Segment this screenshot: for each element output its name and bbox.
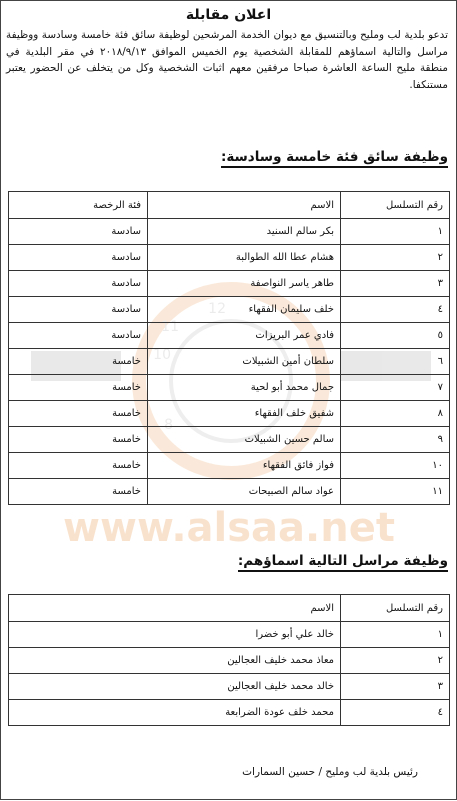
table-row xyxy=(9,219,450,245)
driver-candidates-table xyxy=(8,191,450,505)
table-header-row xyxy=(9,595,450,622)
table-row xyxy=(9,700,450,726)
mayor-signature: رئيس بلدية لب ومليح / حسين السمارات xyxy=(242,766,418,778)
name-cell: سالم حسين الشبيلات xyxy=(148,427,341,453)
messenger-table-body xyxy=(9,622,450,726)
table-row xyxy=(9,401,450,427)
serial-cell: ٥ xyxy=(341,323,450,349)
serial-cell: ٩ xyxy=(341,427,450,453)
messenger-candidates-table xyxy=(8,594,450,726)
table-row xyxy=(9,674,450,700)
watermark-text: www.alsaa.net xyxy=(63,505,395,551)
table-row xyxy=(9,622,450,648)
license-category-cell: خامسة xyxy=(9,427,148,453)
driver-table-body xyxy=(9,219,450,505)
name-cell: فواز فائق الفقهاء xyxy=(148,453,341,479)
serial-cell: ٢ xyxy=(341,648,450,674)
page-title: اعلان مقابلة xyxy=(185,7,272,23)
license-category-cell: سادسة xyxy=(9,245,148,271)
table-row xyxy=(9,245,450,271)
serial-cell: ١ xyxy=(341,219,450,245)
table-header-row xyxy=(9,192,450,219)
name-cell: عواد سالم الصبيحات xyxy=(148,479,341,505)
license-category-cell: خامسة xyxy=(9,401,148,427)
serial-cell: ١ xyxy=(341,622,450,648)
name-cell: جمال محمد أبو لحية xyxy=(148,375,341,401)
name-cell: شفيق خلف الفقهاء xyxy=(148,401,341,427)
table-row xyxy=(9,349,450,375)
name-cell: سلطان أمين الشبيلات xyxy=(148,349,341,375)
license-category-cell: خامسة xyxy=(9,479,148,505)
serial-cell: ٤ xyxy=(341,297,450,323)
header-serial: رقم التسلسل xyxy=(341,595,450,622)
license-category-cell: سادسة xyxy=(9,323,148,349)
serial-cell: ٦ xyxy=(341,349,450,375)
license-category-cell: سادسة xyxy=(9,297,148,323)
messenger-section-heading: وظيفة مراسل التالية اسماؤهم: xyxy=(238,553,448,572)
table-row xyxy=(9,427,450,453)
serial-cell: ٤ xyxy=(341,700,450,726)
license-category-cell: سادسة xyxy=(9,219,148,245)
name-cell: هشام عطا الله الطوالبة xyxy=(148,245,341,271)
name-cell: محمد خلف عودة الضرابعة xyxy=(9,700,341,726)
svg-text:12: 12 xyxy=(208,301,226,317)
table-row xyxy=(9,453,450,479)
table-row xyxy=(9,648,450,674)
svg-text:8: 8 xyxy=(164,417,173,433)
name-cell: خلف سليمان الفقهاء xyxy=(148,297,341,323)
serial-cell: ٢ xyxy=(341,245,450,271)
name-cell: خالد علي أبو خضرا xyxy=(9,622,341,648)
serial-cell: ١٠ xyxy=(341,453,450,479)
name-cell: طاهر ياسر النواصفة xyxy=(148,271,341,297)
license-category-cell: سادسة xyxy=(9,271,148,297)
serial-cell: ١١ xyxy=(341,479,450,505)
driver-section-heading: وظيفة سائق فئة خامسة وسادسة: xyxy=(221,149,448,168)
license-category-cell: خامسة xyxy=(9,349,148,375)
license-category-cell: خامسة xyxy=(9,375,148,401)
table-row xyxy=(9,323,450,349)
serial-cell: ٨ xyxy=(341,401,450,427)
serial-cell: ٧ xyxy=(341,375,450,401)
serial-cell: ٣ xyxy=(341,674,450,700)
svg-text:10: 10 xyxy=(153,347,171,363)
table-row xyxy=(9,271,450,297)
header-license-category: فئة الرخصة xyxy=(9,192,148,219)
name-cell: بكر سالم السنيد xyxy=(148,219,341,245)
name-cell: معاذ محمد خليف العجالين xyxy=(9,648,341,674)
header-name: الاسم xyxy=(148,192,341,219)
name-cell: فادي عمر البريزات xyxy=(148,323,341,349)
license-category-cell: خامسة xyxy=(9,453,148,479)
table-row xyxy=(9,479,450,505)
name-cell: خالد محمد خليف العجالين xyxy=(9,674,341,700)
table-row xyxy=(9,375,450,401)
svg-text:11: 11 xyxy=(161,319,179,335)
serial-cell: ٣ xyxy=(341,271,450,297)
header-serial: رقم التسلسل xyxy=(341,192,450,219)
intro-paragraph: تدعو بلدية لب ومليح وبالتنسيق مع ديوان الخدمة المرشحين لوظيفة سائق فئة خامسة وسادسة ووظيفة مراسل والتالية اسماؤهم للمقابلة الشخصية يوم الخميس الموافق ٢٠١٨/٩/١٣ في مقر البلدية في منطقة مليح الساعة العاشرة صباحا مرفقين معهم اثبات الشخصية وكل من يتخلف عن الحضور يعتبر مستنكفا. xyxy=(6,29,448,91)
table-row xyxy=(9,297,450,323)
header-name: الاسم xyxy=(9,595,341,622)
